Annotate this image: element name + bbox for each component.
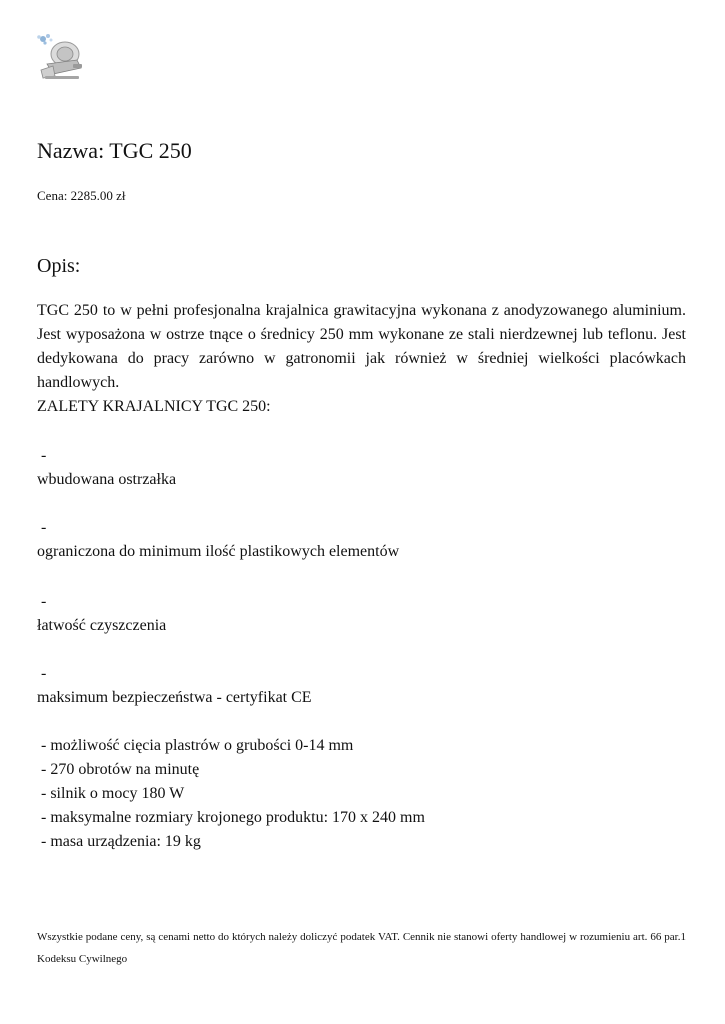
- description-heading: Opis:: [37, 255, 81, 277]
- meat-slicer-illustration: [33, 30, 87, 82]
- feature-item: łatwość czyszczenia: [37, 617, 167, 634]
- spec-item: - możliwość cięcia plastrów o grubości 0-14 mm: [41, 737, 354, 754]
- product-price: Cena: 2285.00 zł: [37, 188, 126, 203]
- feature-item: maksimum bezpieczeństwa - certyfikat CE: [37, 689, 312, 706]
- feature-dash: -: [41, 665, 47, 682]
- spec-item: - silnik o mocy 180 W: [41, 785, 185, 802]
- feature-dash: -: [41, 519, 47, 536]
- feature-dash: -: [41, 593, 47, 610]
- description-paragraph: [37, 299, 686, 419]
- features-heading: ZALETY KRAJALNICY TGC 250:: [37, 398, 271, 415]
- footer-disclaimer: Wszystkie podane ceny, są cenami netto do których należy doliczyć podatek VAT. Cennik nie stanowi oferty handlowej w rozumieniu art. 66 par.1 Kodeksu Cywilnego: [37, 931, 686, 965]
- description-text: TGC 250 to w pełni profesjonalna krajalnica grawitacyjna wykonana z anodyzowanego aluminium. Jest wyposażona w ostrze tnące o średnicy 250 mm wykonane ze stali nierdzewnej lub teflonu. Jest dedykowana do pracy zarówno w gatronomii jak również w średniej wielkości placówkach handlowych.: [37, 302, 686, 391]
- feature-item: wbudowana ostrzałka: [37, 471, 177, 488]
- product-title: Nazwa: TGC 250: [37, 138, 192, 163]
- spec-item: - maksymalne rozmiary krojonego produktu: 170 x 240 mm: [41, 809, 425, 826]
- feature-dash: -: [41, 447, 47, 464]
- meat-slicer-icon: [33, 30, 87, 82]
- feature-item: ograniczona do minimum ilość plastikowych elementów: [37, 543, 400, 560]
- spec-item: - 270 obrotów na minutę: [41, 761, 200, 778]
- spec-item: - masa urządzenia: 19 kg: [41, 833, 201, 850]
